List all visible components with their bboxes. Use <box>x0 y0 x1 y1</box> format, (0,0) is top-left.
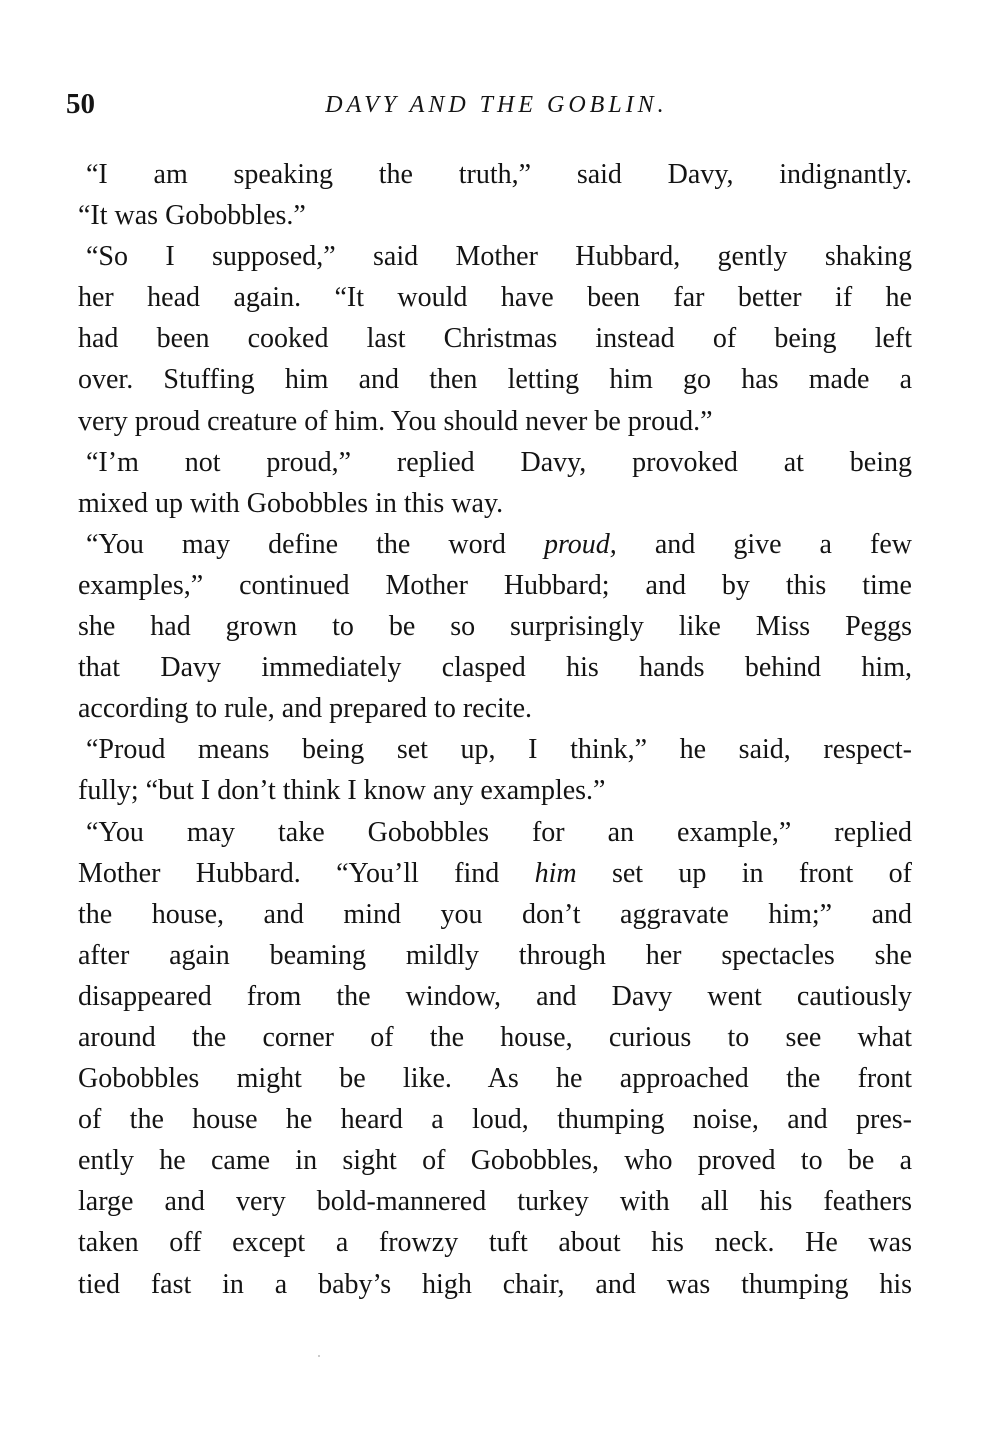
text-line: examples,” continued Mother Hubbard; and by this time <box>78 569 912 601</box>
running-title: DAVY AND THE GOBLIN. <box>325 92 668 118</box>
text-line: disappeared from the window, and Davy went cautiously <box>78 980 912 1012</box>
text-line: “I’m not proud,” replied Davy, provoked at being <box>86 446 912 478</box>
text-line: her head again. “It would have been far better if he <box>78 282 912 314</box>
text-line: mixed up with Gobobbles in this way. <box>78 487 504 519</box>
text-line: according to rule, and prepared to recite. <box>78 693 533 725</box>
text-line: “Proud means being set up, I think,” he said, respect- <box>86 734 912 766</box>
text-line: fully; “but I don’t think I know any examples.” <box>78 775 606 807</box>
body-text <box>78 154 912 1305</box>
text-line: “So I supposed,” said Mother Hubbard, gently shaking <box>86 241 912 273</box>
text-line: Mother Hubbard. “You’ll find him set up in front of <box>78 857 912 889</box>
text-line: Gobobbles might be like. As he approached the front <box>78 1063 912 1095</box>
text-line: taken off except a frowzy tuft about his neck. He was <box>78 1227 912 1259</box>
text-line: “I am speaking the truth,” said Davy, indignantly. <box>86 159 912 190</box>
page-number: 50 <box>66 88 95 120</box>
text-line: that Davy immediately clasped his hands behind him, <box>78 652 912 684</box>
text-line: had been cooked last Christmas instead of being left <box>78 323 912 355</box>
text-line: very proud creature of him. You should never be proud.” <box>78 405 713 437</box>
text-line: the house, and mind you don’t aggravate him;” and <box>78 898 912 930</box>
paper-speck <box>318 1355 320 1357</box>
text-line: “You may define the word proud, and give a few <box>86 528 912 560</box>
text-line: “It was Gobobbles.” <box>78 200 306 232</box>
text-line: “You may take Gobobbles for an example,” replied <box>86 816 912 848</box>
text-line: she had grown to be so surprisingly like Miss Peggs <box>78 611 912 643</box>
text-line: ently he came in sight of Gobobbles, who proved to be a <box>78 1145 912 1177</box>
text-line: over. Stuffing him and then letting him go has made a <box>78 364 912 396</box>
text-line: after again beaming mildly through her spectacles she <box>78 939 912 971</box>
text-line: tied fast in a baby’s high chair, and was thumping his <box>78 1268 912 1300</box>
emphasis: him <box>534 857 577 889</box>
text-line: of the house he heard a loud, thumping noise, and pres- <box>78 1104 912 1136</box>
text-line: around the corner of the house, curious to see what <box>78 1021 912 1053</box>
text-line: large and very bold-mannered turkey with all his feathers <box>78 1186 912 1218</box>
emphasis: proud, <box>543 528 617 560</box>
